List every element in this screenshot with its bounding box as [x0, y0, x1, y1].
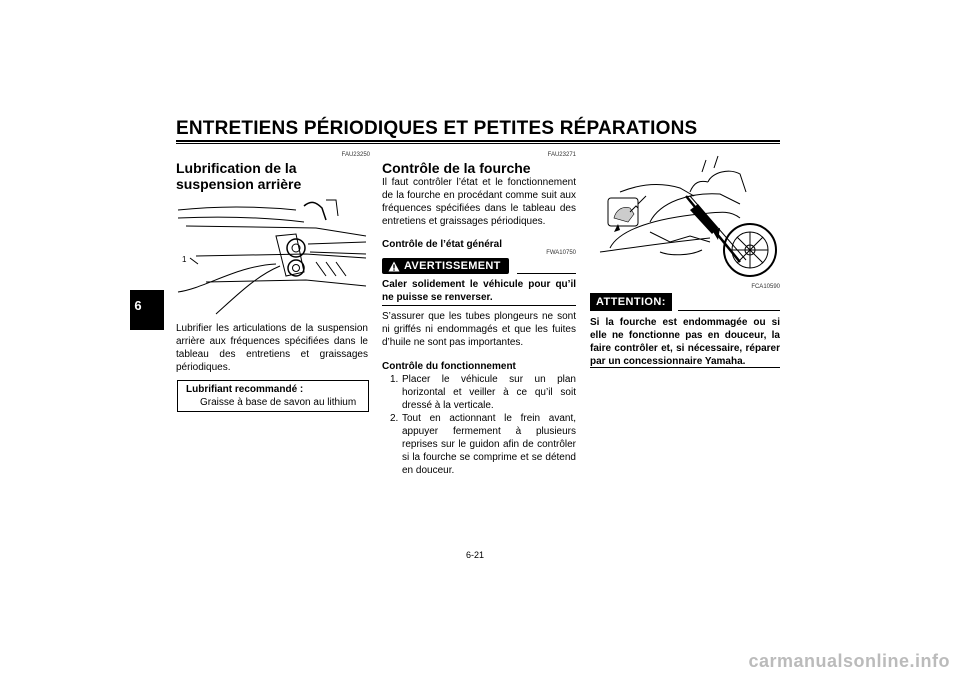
rear-suspension-figure	[176, 196, 370, 316]
list-item: 1. Placer le véhicule sur un plan horizontal et veiller à ce qu’il soit dressé à la verticale.	[390, 374, 576, 411]
attention-end-rule	[590, 367, 780, 368]
fork-intro-text: Il faut contrôler l’état et le fonctionnement de la fourche en procédant comme suit aux fréquences spécifiées dans le tableau des entretiens et graissages périodiques.	[382, 177, 576, 227]
warning-text: Caler solidement le véhicule pour qu’il ne puisse se renverser.	[382, 279, 576, 303]
attention-text: Si la fourche est endommagée ou si elle ne fonctionne pas en douceur, la faire contrôler et, si nécessaire, réparer par un concessionnaire Yamaha.	[590, 317, 780, 367]
warning-label: AVERTISSEMENT	[404, 260, 501, 272]
figure-callout: 1	[182, 255, 187, 264]
rear-suspension-text: Lubrifier les articulations de la suspension arrière aux fréquences spécifiées dans le tableau des entretiens et graissages périodiques.	[176, 323, 368, 373]
warning-bar	[382, 258, 576, 274]
section-heading-rear-suspension: Lubrification de la suspension arrière	[176, 160, 302, 192]
chapter-tab	[130, 290, 164, 330]
fork-condition-text: S’assurer que les tubes plongeurs ne sont ni griffés ni endommagés et que les fuites d’huile ne sont pas importantes.	[382, 311, 576, 348]
watermark: carmanualsonline.info	[748, 651, 950, 671]
page-number: 6-21	[466, 550, 485, 560]
operation-steps	[382, 373, 576, 477]
warning-triangle-icon	[388, 261, 400, 272]
list-item: 2. Tout en actionnant le frein avant, appuyer fermement à plusieurs reprises sur le guidon afin de contrôler si la fourche se comprime et se détend en douceur.	[390, 413, 576, 476]
section-heading-fork: Contrôle de la fourche	[382, 160, 531, 176]
section-code: FAU23250	[341, 152, 370, 158]
lubricant-box	[177, 380, 369, 412]
header-rule	[176, 140, 780, 142]
warning-code: FWA10750	[546, 250, 576, 256]
lubricant-box-value: Graisse à base de savon au lithium	[200, 397, 357, 408]
subheading-operation: Contrôle du fonctionnement	[382, 361, 516, 372]
attention-code: FCA10590	[751, 284, 780, 290]
motorcycle-fork-figure	[590, 152, 780, 280]
chapter-number: 6	[134, 298, 142, 313]
attention-bar	[590, 293, 780, 311]
warning-badge	[382, 258, 509, 274]
page-title: ENTRETIENS PÉRIODIQUES ET PETITES RÉPARATIONS	[176, 118, 698, 139]
section-code: FAU23271	[547, 152, 576, 158]
warning-end-rule	[382, 305, 576, 306]
header-rule-thin	[176, 143, 780, 144]
attention-badge: ATTENTION:	[590, 293, 672, 311]
lubricant-box-title: Lubrifiant recommandé :	[186, 384, 304, 395]
subheading-general-condition: Contrôle de l’état général	[382, 239, 503, 250]
